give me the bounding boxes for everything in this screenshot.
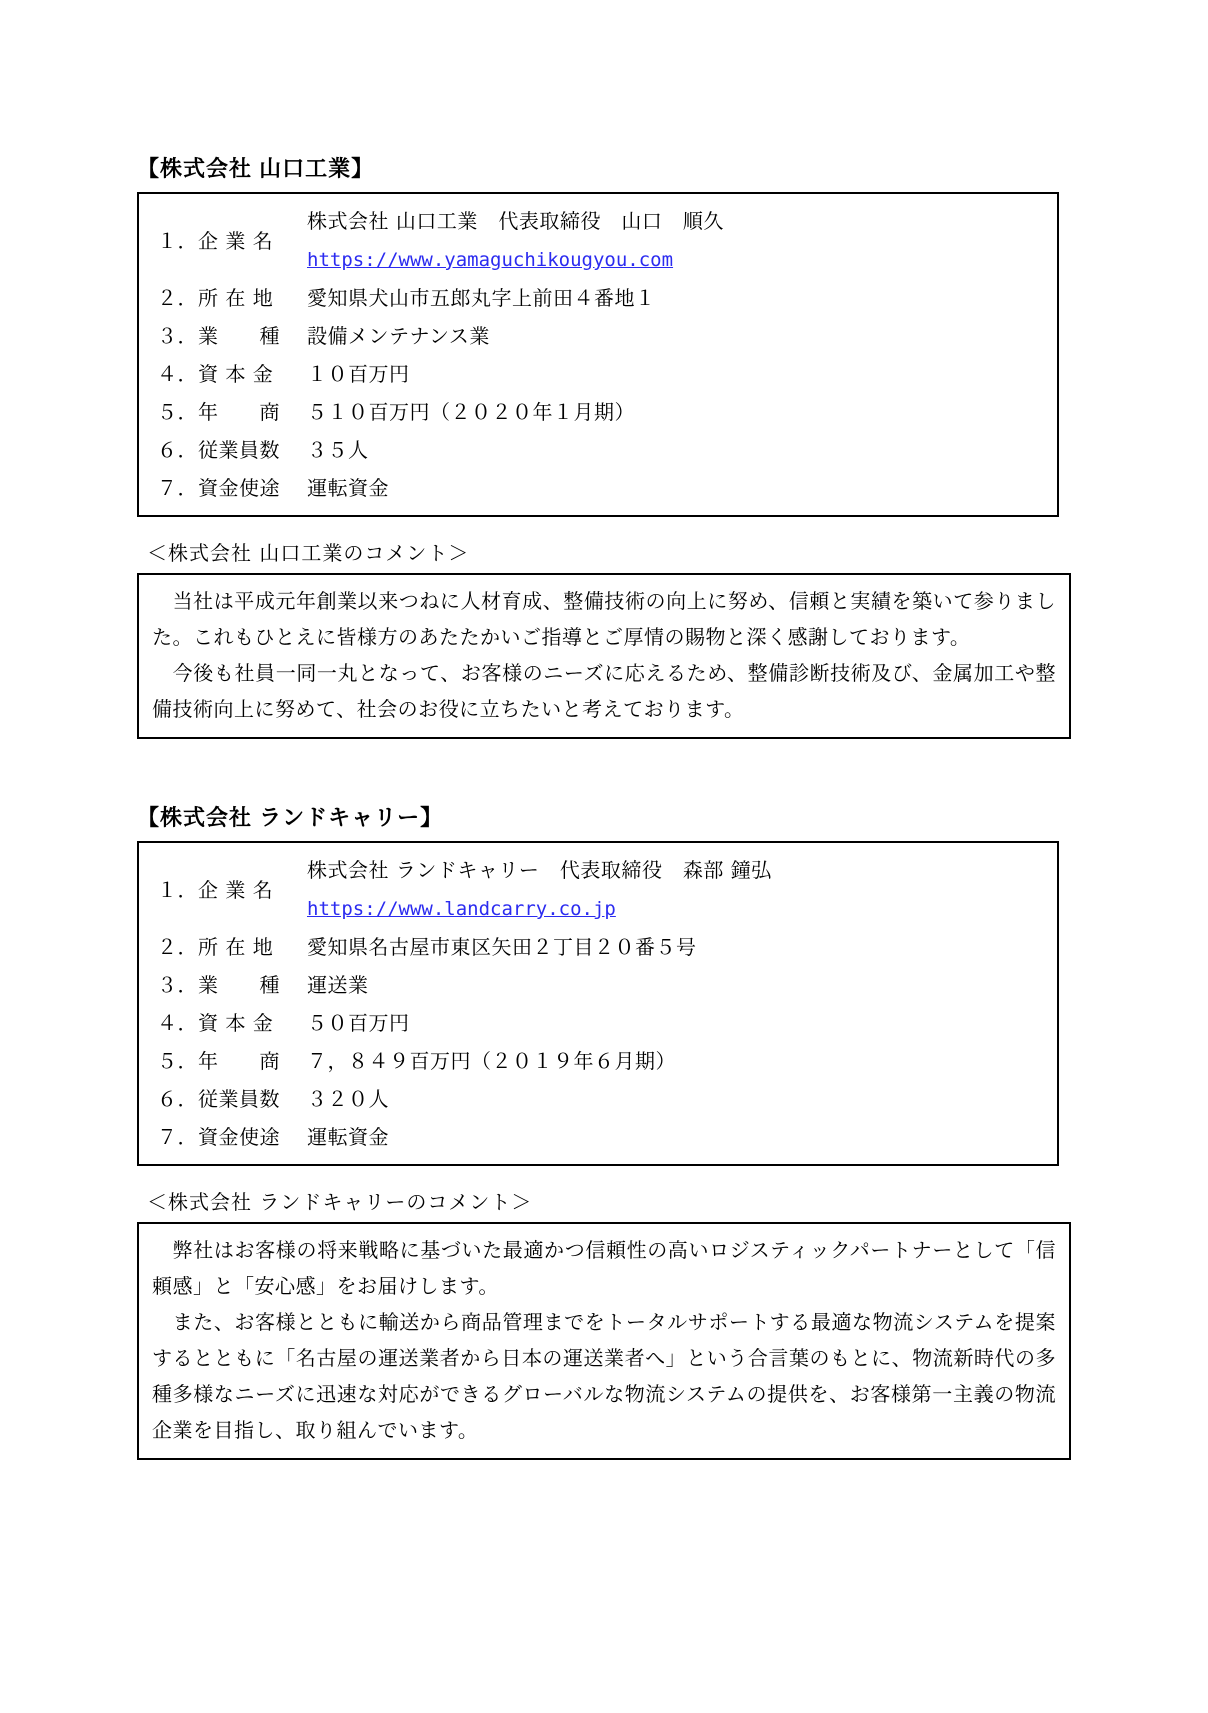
field-label: １．企 業 名 — [157, 877, 274, 902]
comment-box — [137, 1222, 1071, 1460]
comment-heading: ＜株式会社 ランドキャリーのコメント＞ — [147, 1190, 533, 1214]
table-row-employees — [157, 431, 1047, 469]
table-row-annual-sales — [157, 1042, 1047, 1080]
comment-paragraph: 当社は平成元年創業以来つねに人材育成、整備技術の向上に努め、信頼と実績を築いて参りました。これもひとえに皆様方のあたたかいご指導とご厚情の賜物と深く感謝しております。 — [152, 589, 1056, 649]
table-row-company-name — [157, 851, 1047, 928]
table-row-annual-sales — [157, 393, 1047, 431]
company-header: 【株式会社 ランドキャリー】 — [137, 805, 444, 830]
field-label: ２．所 在 地 — [157, 935, 274, 959]
comment-paragraph: 弊社はお客様の将来戦略に基づいた最適かつ信頼性の高いロジスティックパートナーとして「信頼感」と「安心感」をお届けします。 — [152, 1238, 1056, 1298]
company-name-line: 株式会社 ランドキャリー 代表取締役 森部 鐘弘 — [307, 858, 772, 882]
field-value — [307, 202, 1047, 279]
company-header: 【株式会社 山口工業】 — [137, 156, 375, 181]
table-row-fund-usage — [157, 469, 1047, 507]
field-value: 運転資金 — [307, 476, 389, 500]
field-label: １．企 業 名 — [157, 228, 274, 253]
company-url-link[interactable]: https://www.landcarry.co.jp — [307, 898, 616, 920]
field-value: ５１０百万円（２０２０年１月期） — [307, 400, 635, 424]
field-value: 設備メンテナンス業 — [307, 324, 490, 348]
field-value: ５０百万円 — [307, 1011, 410, 1035]
field-value: ３２０人 — [307, 1087, 389, 1111]
field-label: ３．業 種 — [157, 973, 280, 997]
company-section-landcarry — [137, 801, 1078, 1460]
table-row-employees — [157, 1080, 1047, 1118]
company-url-line — [307, 240, 1047, 279]
comment-paragraph: また、お客様とともに輸送から商品管理までをトータルサポートする最適な物流システムを提案するとともに「名古屋の運送業者から日本の運送業者へ」という合言葉のもとに、物流新時代の多種多様なニーズに迅速な対応ができるグローバルな物流システムの提供を、お客様第一主義の物流企業を目指し、取り組んでいます。 — [152, 1310, 1056, 1442]
comment-heading: ＜株式会社 山口工業のコメント＞ — [147, 541, 470, 565]
field-label: ６．従業員数 — [157, 438, 280, 462]
company-info-table — [137, 192, 1059, 517]
company-url-line — [307, 889, 1047, 928]
company-name-line: 株式会社 山口工業 代表取締役 山口 順久 — [307, 209, 724, 233]
field-value: 運転資金 — [307, 1125, 389, 1149]
field-label: ７．資金使途 — [157, 1125, 280, 1149]
field-label: ５．年 商 — [157, 400, 280, 424]
field-label: ２．所 在 地 — [157, 286, 274, 310]
field-value: 運送業 — [307, 973, 369, 997]
field-label: ３．業 種 — [157, 324, 280, 348]
field-value: ７，８４９百万円（２０１９年６月期） — [307, 1049, 676, 1073]
field-value: １０百万円 — [307, 362, 410, 386]
company-section-yamaguchi — [137, 152, 1078, 739]
field-value: 愛知県犬山市五郎丸字上前田４番地１ — [307, 286, 656, 310]
field-value: ３５人 — [307, 438, 369, 462]
field-label: ７．資金使途 — [157, 476, 280, 500]
table-row-address — [157, 279, 1047, 317]
table-row-capital — [157, 355, 1047, 393]
field-label: ４．資 本 金 — [157, 362, 274, 386]
company-info-table — [137, 841, 1059, 1166]
company-url-link[interactable]: https://www.yamaguchikougyou.com — [307, 249, 674, 271]
table-row-industry — [157, 317, 1047, 355]
field-label: ６．従業員数 — [157, 1087, 280, 1111]
table-row-fund-usage — [157, 1118, 1047, 1156]
comment-paragraph: 今後も社員一同一丸となって、お客様のニーズに応えるため、整備診断技術及び、金属加工や整備技術向上に努めて、社会のお役に立ちたいと考えております。 — [152, 661, 1056, 721]
comment-box — [137, 573, 1071, 739]
field-label: ５．年 商 — [157, 1049, 280, 1073]
field-value — [307, 851, 1047, 928]
table-row-company-name — [157, 202, 1047, 279]
table-row-capital — [157, 1004, 1047, 1042]
table-row-industry — [157, 966, 1047, 1004]
field-label: ４．資 本 金 — [157, 1011, 274, 1035]
field-value: 愛知県名古屋市東区矢田２丁目２０番５号 — [307, 935, 697, 959]
table-row-address — [157, 928, 1047, 966]
